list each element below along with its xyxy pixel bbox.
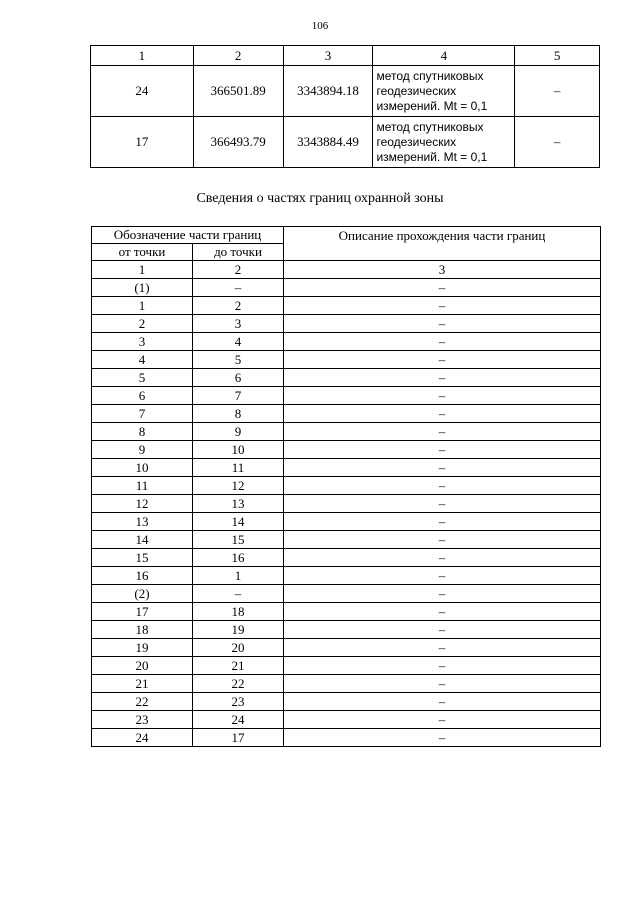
table-row [92,315,601,333]
from-point: 9 [92,441,193,459]
to-point: 5 [193,351,284,369]
part-description: – [284,729,601,747]
from-point: 17 [92,603,193,621]
part-description: – [284,405,601,423]
to-point: 11 [193,459,284,477]
from-point: 16 [92,567,193,585]
table-row [92,279,601,297]
part-description: – [284,315,601,333]
from-point-header: от точки [92,244,193,261]
col5-value: – [515,117,600,168]
x-coordinate: 366501.89 [193,66,283,117]
to-point: – [193,279,284,297]
part-description: – [284,495,601,513]
table-row [91,117,600,168]
table-row [92,549,601,567]
to-point: 18 [193,603,284,621]
from-point: 14 [92,531,193,549]
from-point: (1) [92,279,193,297]
part-description: – [284,333,601,351]
section-title: Сведения о частях границ охранной зоны [196,191,444,206]
part-description: – [284,711,601,729]
col-number-2: 2 [193,261,284,279]
from-point: 6 [92,387,193,405]
from-point: 12 [92,495,193,513]
from-point: 10 [92,459,193,477]
table-row [92,459,601,477]
table-row [92,477,601,495]
column-number-row [92,261,601,279]
part-description: – [284,657,601,675]
table-row [92,405,601,423]
table-row [91,66,600,117]
from-point: 1 [92,297,193,315]
to-point: 16 [193,549,284,567]
to-point: 10 [193,441,284,459]
to-point-header: до точки [193,244,284,261]
y-coordinate: 3343884.49 [283,117,373,168]
from-point: (2) [92,585,193,603]
table-row [92,387,601,405]
boundary-parts-table [91,226,601,747]
from-point: 2 [92,315,193,333]
from-point: 20 [92,657,193,675]
table-row [92,603,601,621]
method-line: метод спутниковых [376,68,484,83]
from-point: 3 [92,333,193,351]
group-header-row [92,227,601,244]
method-line: метод спутниковых [376,119,484,134]
method-line: геодезических [376,134,457,149]
table-row [92,297,601,315]
method-description [373,66,515,117]
from-point: 13 [92,513,193,531]
table-row [92,351,601,369]
to-point: 14 [193,513,284,531]
part-description: – [284,459,601,477]
table-row [92,585,601,603]
table-row [92,729,601,747]
col-header-1: 1 [91,46,194,66]
from-point: 4 [92,351,193,369]
table-row [92,441,601,459]
method-line: измерений. Mt = 0,1 [376,149,488,164]
part-description: – [284,585,601,603]
part-description: – [284,387,601,405]
part-description: – [284,693,601,711]
to-point: 22 [193,675,284,693]
col-number-1: 1 [92,261,193,279]
part-description: – [284,621,601,639]
from-point: 7 [92,405,193,423]
to-point: 1 [193,567,284,585]
part-description: – [284,441,601,459]
from-point: 19 [92,639,193,657]
col-header-3: 3 [283,46,373,66]
to-point: 8 [193,405,284,423]
from-point: 11 [92,477,193,495]
to-point: 6 [193,369,284,387]
method-line: измерений. Mt = 0,1 [376,98,488,113]
to-point: 21 [193,657,284,675]
table-row [92,531,601,549]
coordinates-table [90,45,600,168]
from-point: 15 [92,549,193,567]
part-description: – [284,351,601,369]
page-number: 106 [311,20,329,32]
table-row [92,513,601,531]
table-row [92,693,601,711]
from-point: 18 [92,621,193,639]
table-row [92,495,601,513]
to-point: 13 [193,495,284,513]
part-description: – [284,603,601,621]
table-row [92,333,601,351]
to-point: – [193,585,284,603]
from-point: 22 [92,693,193,711]
part-description: – [284,567,601,585]
part-description: – [284,369,601,387]
from-point: 23 [92,711,193,729]
to-point: 24 [193,711,284,729]
table-row [92,657,601,675]
point-number: 17 [91,117,194,168]
col5-value: – [515,66,600,117]
table-row [92,621,601,639]
group-header: Обозначение части границ [92,227,284,244]
col-header-5: 5 [515,46,600,66]
to-point: 20 [193,639,284,657]
from-point: 5 [92,369,193,387]
to-point: 23 [193,693,284,711]
part-description: – [284,423,601,441]
to-point: 9 [193,423,284,441]
table-row [92,423,601,441]
part-description: – [284,513,601,531]
x-coordinate: 366493.79 [193,117,283,168]
method-line: геодезических [376,83,457,98]
part-description: – [284,297,601,315]
from-point: 21 [92,675,193,693]
col-number-3: 3 [284,261,601,279]
to-point: 2 [193,297,284,315]
point-number: 24 [91,66,194,117]
table-row [92,369,601,387]
col-header-4: 4 [373,46,515,66]
table-row [92,711,601,729]
to-point: 12 [193,477,284,495]
to-point: 19 [193,621,284,639]
to-point: 3 [193,315,284,333]
from-point: 8 [92,423,193,441]
table-row [92,567,601,585]
y-coordinate: 3343894.18 [283,66,373,117]
part-description: – [284,279,601,297]
part-description: – [284,477,601,495]
description-header: Описание прохождения части границ [284,227,601,261]
coordinates-header-row [91,46,600,66]
method-description [373,117,515,168]
table-row [92,639,601,657]
col-header-2: 2 [193,46,283,66]
to-point: 4 [193,333,284,351]
from-point: 24 [92,729,193,747]
to-point: 17 [193,729,284,747]
to-point: 15 [193,531,284,549]
part-description: – [284,549,601,567]
to-point: 7 [193,387,284,405]
part-description: – [284,639,601,657]
part-description: – [284,531,601,549]
table-row [92,675,601,693]
part-description: – [284,675,601,693]
